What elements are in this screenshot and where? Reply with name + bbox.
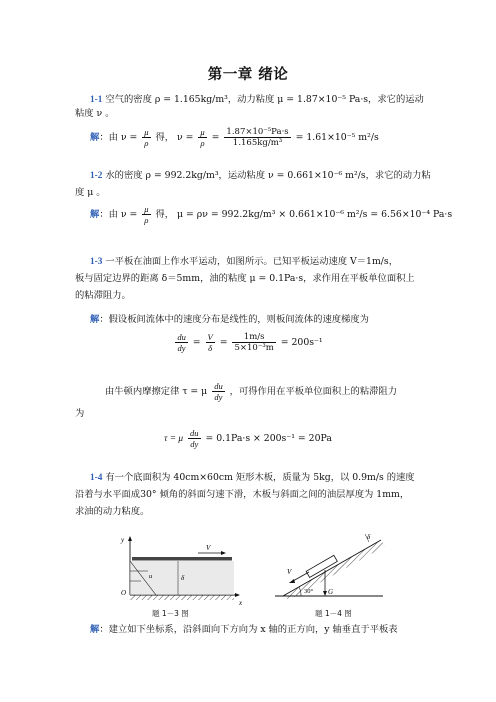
velocity-arrow [293,572,309,581]
solution-label: 解 [90,132,100,143]
problem-1-2-line-1 [90,170,440,182]
problem-1-3-line-1 [90,256,440,268]
problem-id: 1-2 [90,171,103,181]
fig1-delta-label: δ [181,574,185,582]
solution-1-3-line-1 [90,314,440,326]
shear-stress-equation: τ = μ $\frac{du}{dy}$ = 0.1Pa·s × 200s⁻¹ = 20Pa [164,428,332,449]
y-axis-arrow [128,536,132,541]
problem-1-1-line-1 [90,94,440,106]
figure-1-3-caption: 题 1－3 图 [152,609,189,618]
solution-label: 解 [90,314,100,325]
solution-label: 解 [90,624,100,635]
solution-result: 得， μ = ρν = 992.2kg/m³ × 0.661×10⁻⁶ m²/s = 6.56×10⁻⁴ Pa·s [155,209,453,220]
fig2-delta-label: δ [367,533,371,541]
fraction-mu-rho: $\frac{\mu}{\rho}$ [144,204,149,225]
figure-1-4-caption: 题 1－4 图 [315,609,352,618]
problem-text: 有一个底面积为 40cm×60cm 矩形木板，质量为 5kg，以 0.9m/s 的速度 [105,472,415,483]
chapter-title: 第一章 绪论 [207,67,289,83]
text-wei: 为 [75,408,85,419]
problem-1-3-line-2: 板与固定边界的距离 δ＝5mm，油的粘度 μ = 0.1Pa·s，求作用在平板单位面积上 [75,273,415,284]
fixed-boundary [130,595,234,600]
problem-1-1-line-2: 粘度 ν 。 [75,108,115,119]
solution-text: ：假设板间流体中的速度分布是线性的，则板间流体的速度梯度为 [99,314,369,325]
solution-1-2 [90,204,453,225]
x-axis-arrow [235,593,240,597]
problem-1-4-line-1 [90,472,440,484]
problem-text: 一平板在油面上作水平运动，如图所示。已知平板运动速度 V＝1m/s， [105,256,398,267]
incline-hatch [283,540,385,600]
problem-1-4-line-3: 求油的动力粘度。 [75,506,150,517]
problem-id: 1-3 [90,257,103,267]
problem-1-4-line-2: 沿着与水平面成30° 倾角的斜面匀速下滑，木板与斜面之间的油层厚度为 1mm， [75,489,410,500]
solution-1-4-line-1 [90,624,440,636]
fig2-angle-label: 30° [304,588,314,595]
problem-text: 空气的密度 ρ = 1.165kg/m³，动力粘度 μ = 1.87×10⁻⁵ Pa·s，求它的运动 [105,94,424,105]
solution-text: ：建立如下坐标系，沿斜面向下方向为 x 轴的正方向，y 轴垂直于平板表 [99,624,398,635]
fig1-u-label: u [149,573,153,580]
fig1-V-label: V [206,544,211,552]
fraction-values: $\frac{\text{1.87×10⁻⁵Pa·s}}{\text{1.165kg/m³}}$ [226,127,289,148]
newton-law-text: 由牛顿内摩擦定律 τ = μ $\frac{du}{dy}$ ，可得作用在平板单位面积上的粘滞阻力 [105,381,398,402]
solution-text: ：由 ν = [99,132,138,143]
problem-id: 1-1 [90,95,103,105]
solution-text: 得， ν = [155,132,194,143]
problem-text: 水的密度 ρ = 992.2kg/m³，运动粘度 ν = 0.661×10⁻⁶ m²/s，求它的动力粘 [105,170,431,181]
problem-id: 1-4 [90,473,103,483]
solution-1-1: 解：由 ν = $\frac{\mu}{\rho}$ 得， ν = $\frac{\mu}{\rho}$ = $\frac{\text{1.87×10⁻⁵Pa·s}}{\text{1.165kg/m³}}$ = 1.61×10⁻⁵ m²/s [90,127,379,148]
moving-plate [132,557,232,561]
fraction-mu-rho: $\frac{\mu}{\rho}$ [200,127,205,148]
fig1-y-label: y [121,536,125,544]
fraction-mu-rho: $\frac{\mu}{\rho}$ [144,127,149,148]
solution-text: ：由 ν = [99,209,138,220]
fig1-x-label: x [239,599,243,607]
fig2-V-label: V [287,568,292,576]
fig2-G-label: G [328,588,334,596]
solution-label: 解 [90,209,100,220]
problem-1-2-line-2: 度 μ 。 [75,187,106,198]
problem-1-3-line-3: 的粘滞阻力。 [75,290,131,301]
figure-1-4 [265,530,390,608]
figure-1-3 [118,533,258,608]
velocity-gradient-equation: $\frac{du}{dy}$ = $\frac{V}{\delta}$ = $\frac{1m/s}{\text{5×10⁻³m}}$ = 200s⁻¹ [177,332,323,353]
solution-result: = 1.61×10⁻⁵ m²/s [295,132,379,143]
fig1-O-label: O [121,589,127,597]
